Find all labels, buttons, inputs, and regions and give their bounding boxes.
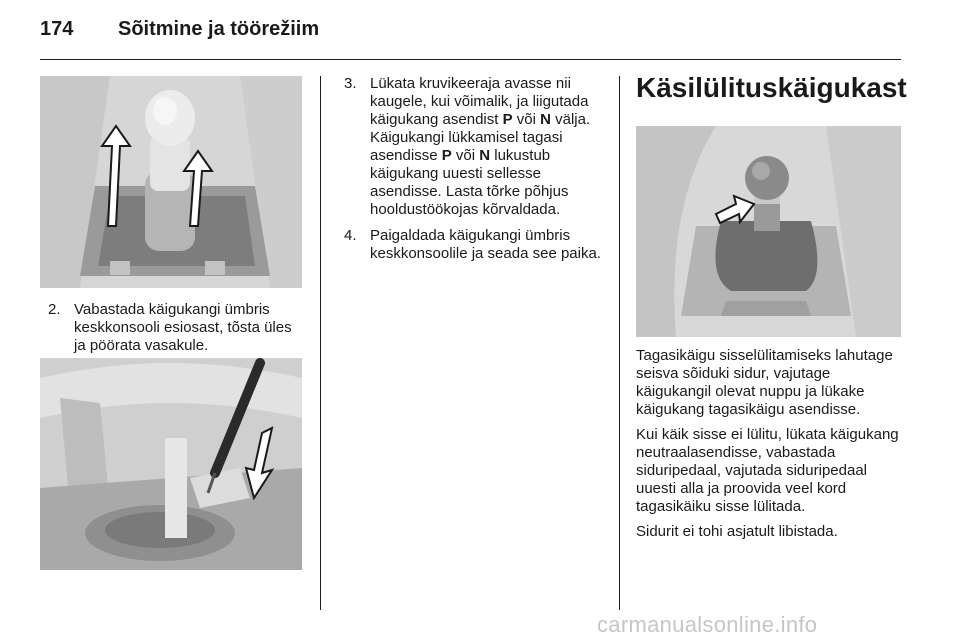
step-number: 2. [48,301,61,318]
step-text: Paigaldada käigukangi ümbris keskkonsoolile ja seada see paika. [370,227,601,262]
step-number: 4. [344,227,357,244]
step-item [48,301,306,355]
gear-selector-cover-illustration [40,76,302,288]
instruction-steps [344,75,612,271]
page-number: 174 [40,18,74,40]
paragraph: Tagasikäigu sisselülitamiseks lahutage seisva sõiduki sidur, vajutage käigukangil olevat nuppu ja lükake käigukang tagasikäigu asendisse. [636,347,893,418]
watermark: carmanualsonline.info [597,612,818,637]
column-separator [320,76,321,610]
screwdriver-release-illustration [40,358,302,570]
paragraph: Sidurit ei tohi asjatult libistada. [636,523,838,540]
column-separator [619,76,620,610]
instruction-steps [48,301,306,363]
page-title: Sõitmine ja töörežiim [118,18,320,40]
manual-gear-lever-illustration [636,126,901,337]
step-text: Lükata kruvikeeraja avasse nii kaugele, kui võimalik, ja liigutada käigukang asendist P või N välja. Käigukangi lükkamisel tagasi asendisse P või N lukustub käigukang uuesti sellesse asendisse. Lasta tõrke põhjus hooldustöökojas kõrvaldada. [370,75,591,218]
step-number: 3. [344,75,357,92]
paragraph: Kui käik sisse ei lülitu, lükata käigukang neutraalasendisse, vabastada siduripedaal, vajutada siduripedaal uuesti alla ja proovida veel kord tagasikäiku sisse lülitada. [636,426,899,515]
section-heading: Käsilülituskäigukast [636,72,907,103]
body-text [636,347,904,548]
step-text: Vabastada käigukangi ümbris keskkonsooli esiosast, tõsta üles ja pöörata vasakule. [74,301,292,354]
step-item [344,227,612,263]
header-rule [40,59,901,60]
step-item [344,75,612,219]
